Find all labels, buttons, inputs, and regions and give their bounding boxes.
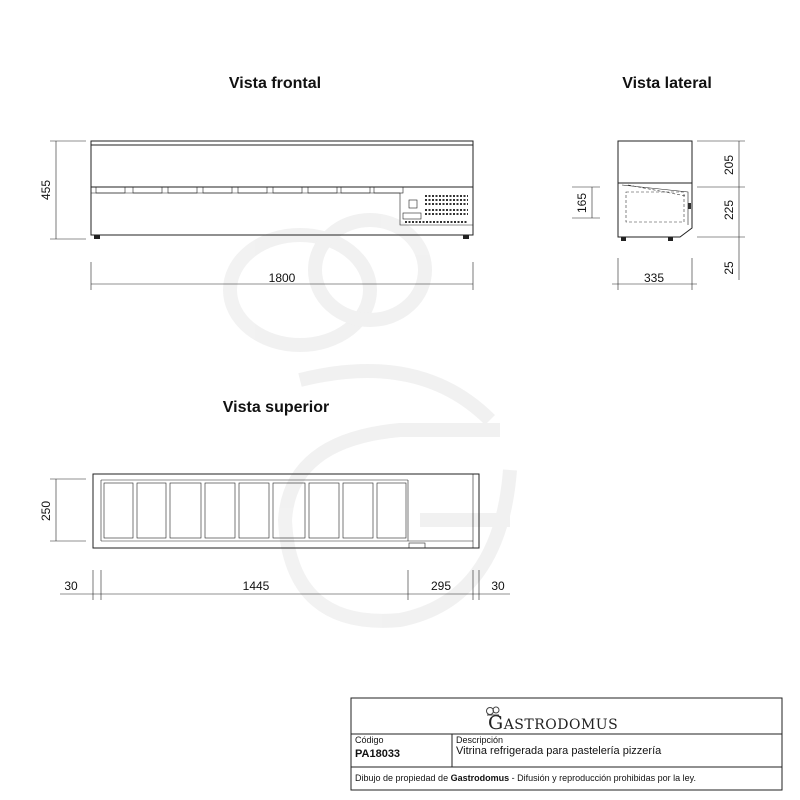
front-view-title: Vista frontal xyxy=(228,75,322,92)
top-30-left-dimension: 30 xyxy=(64,579,78,593)
side-view-dimensions xyxy=(572,141,745,290)
top-1445-dimension: 1445 xyxy=(242,579,270,593)
description-label: Descripción xyxy=(456,735,504,745)
code-label: Código xyxy=(355,735,384,745)
side-205-dimension: 205 xyxy=(722,154,736,176)
top-30-right-dimension: 30 xyxy=(491,579,505,593)
copyright-suffix: - Difusión y reproducción prohibidas por la ley. xyxy=(509,773,697,783)
top-view-title: Vista superior xyxy=(222,399,330,416)
brand-name: GASTRODOMUS xyxy=(488,712,619,734)
top-295-dimension: 295 xyxy=(430,579,452,593)
front-width-dimension: 1800 xyxy=(268,271,296,285)
top-250-dimension: 250 xyxy=(39,500,53,522)
copyright-brand: Gastrodomus xyxy=(450,773,510,783)
copyright-notice xyxy=(355,773,696,783)
side-view-title: Vista lateral xyxy=(622,75,712,92)
description-value: Vitrina refrigerada para pastelería pizzería xyxy=(456,745,662,757)
copyright-prefix: Dibujo de propiedad de xyxy=(355,773,451,783)
side-165-dimension: 165 xyxy=(575,192,589,214)
side-25-dimension: 25 xyxy=(722,261,736,275)
code-value: PA18033 xyxy=(355,748,401,760)
front-height-dimension: 455 xyxy=(39,179,53,201)
side-view-drawing xyxy=(618,141,692,241)
front-view-drawing xyxy=(91,141,473,239)
front-view-dimensions xyxy=(50,141,473,290)
side-335-dimension: 335 xyxy=(643,271,665,285)
side-225-dimension: 225 xyxy=(722,199,736,221)
